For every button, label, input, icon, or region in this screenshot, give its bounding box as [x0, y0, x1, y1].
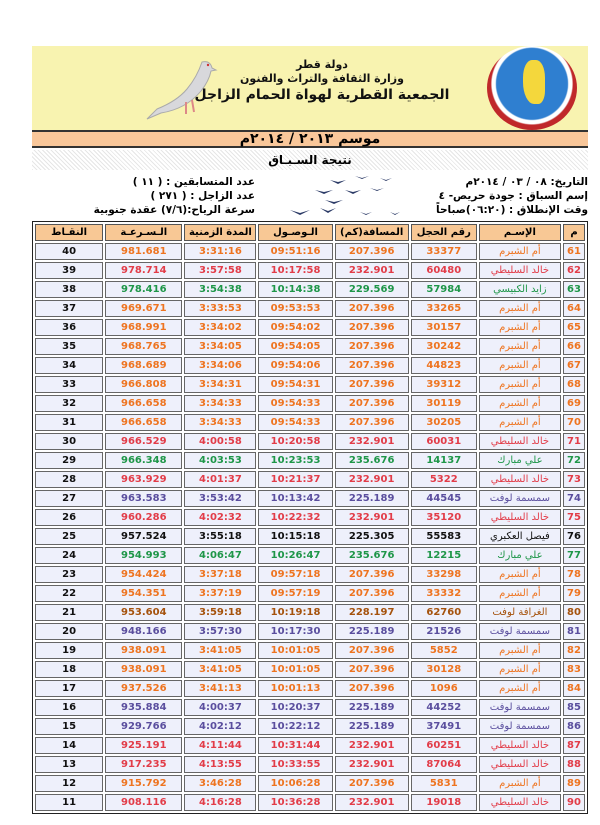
qatar-map-icon [523, 60, 545, 104]
col-duration-cell: 3:46:28 [184, 775, 256, 792]
col-arrival-cell: 10:13:42 [258, 490, 332, 507]
col-points-cell: 36 [35, 319, 103, 336]
col-distance-cell: 207.396 [335, 680, 409, 697]
col-name-header: الإسـم [479, 224, 561, 241]
col-distance-cell: 229.569 [335, 281, 409, 298]
col-points-cell: 34 [35, 357, 103, 374]
col-name-cell: علي مبارك [479, 452, 561, 469]
table-row [35, 433, 585, 450]
col-speed-cell: 948.166 [105, 623, 182, 640]
col-number-cell: 84 [563, 680, 585, 697]
col-ring-cell: 5852 [411, 642, 477, 659]
col-arrival-cell: 10:22:32 [258, 509, 332, 526]
col-name-cell: الغرافة لوفت [479, 604, 561, 621]
col-number-cell: 89 [563, 775, 585, 792]
col-name-cell: أم الشبرم [479, 642, 561, 659]
col-ring-cell: 12215 [411, 547, 477, 564]
table-row [35, 718, 585, 735]
col-name-cell: أم الشبرم [479, 376, 561, 393]
col-arrival-cell: 09:54:06 [258, 357, 332, 374]
pigeons-count: عدد الزاجل : ( ٢٧١ ) [150, 190, 255, 202]
col-speed-cell: 966.529 [105, 433, 182, 450]
col-ring-cell: 62760 [411, 604, 477, 621]
col-name-cell: خالد السليطي [479, 756, 561, 773]
col-name-cell: أم الشبرم [479, 243, 561, 260]
col-duration-cell: 4:00:58 [184, 433, 256, 450]
col-duration-cell: 4:06:47 [184, 547, 256, 564]
col-name-cell: أم الشبرم [479, 357, 561, 374]
col-number-cell: 80 [563, 604, 585, 621]
col-duration-cell: 4:13:55 [184, 756, 256, 773]
col-duration-cell: 4:16:28 [184, 794, 256, 811]
col-ring-cell: 30205 [411, 414, 477, 431]
col-speed-cell: 978.416 [105, 281, 182, 298]
col-name-cell: أم الشبرم [479, 300, 561, 317]
col-number-cell: 79 [563, 585, 585, 602]
col-distance-cell: 207.396 [335, 414, 409, 431]
col-distance-cell: 207.396 [335, 300, 409, 317]
col-distance-cell: 225.189 [335, 490, 409, 507]
col-speed-cell: 966.348 [105, 452, 182, 469]
col-speed-cell: 953.604 [105, 604, 182, 621]
col-points-cell: 28 [35, 471, 103, 488]
col-duration-cell: 4:02:12 [184, 718, 256, 735]
col-points-cell: 19 [35, 642, 103, 659]
col-arrival-cell: 09:57:19 [258, 585, 332, 602]
col-name-cell: خالد السليطي [479, 471, 561, 488]
col-name-cell: زايد الكبيسي [479, 281, 561, 298]
col-arrival-cell: 10:36:28 [258, 794, 332, 811]
table-row [35, 509, 585, 526]
col-ring-cell: 35120 [411, 509, 477, 526]
col-name-cell: أم الشبرم [479, 566, 561, 583]
col-duration-cell: 3:54:38 [184, 281, 256, 298]
col-ring-cell: 55583 [411, 528, 477, 545]
table-row [35, 395, 585, 412]
col-arrival-cell: 10:20:58 [258, 433, 332, 450]
col-number-cell: 81 [563, 623, 585, 640]
col-ring-cell: 39312 [411, 376, 477, 393]
col-points-cell: 33 [35, 376, 103, 393]
col-ring-cell: 30157 [411, 319, 477, 336]
col-name-cell: خالد السليطي [479, 737, 561, 754]
col-speed-cell: 957.524 [105, 528, 182, 545]
col-number-cell: 74 [563, 490, 585, 507]
col-points-cell: 15 [35, 718, 103, 735]
col-distance-cell: 207.396 [335, 395, 409, 412]
col-points-cell: 12 [35, 775, 103, 792]
col-duration-cell: 4:01:37 [184, 471, 256, 488]
col-duration-cell: 4:02:32 [184, 509, 256, 526]
col-arrival-cell: 10:15:18 [258, 528, 332, 545]
col-points-cell: 26 [35, 509, 103, 526]
table-row [35, 661, 585, 678]
col-number-cell: 64 [563, 300, 585, 317]
col-duration-cell: 3:37:18 [184, 566, 256, 583]
col-speed-cell: 966.658 [105, 395, 182, 412]
table-header-row [35, 224, 585, 241]
col-arrival-cell: 09:54:31 [258, 376, 332, 393]
table-row [35, 642, 585, 659]
col-ring-cell: 37491 [411, 718, 477, 735]
col-points-cell: 11 [35, 794, 103, 811]
table-row [35, 528, 585, 545]
col-number-cell: 67 [563, 357, 585, 374]
col-ring-cell: 30119 [411, 395, 477, 412]
header-banner [32, 46, 588, 130]
col-name-cell: أم الشبرم [479, 585, 561, 602]
table-row [35, 243, 585, 260]
col-ring-cell: 87064 [411, 756, 477, 773]
col-distance-cell: 207.396 [335, 357, 409, 374]
col-ring-cell: 60031 [411, 433, 477, 450]
table-row [35, 737, 585, 754]
col-ring-cell: 33332 [411, 585, 477, 602]
table-row [35, 319, 585, 336]
col-arrival-cell: 10:19:18 [258, 604, 332, 621]
col-name-cell: خالد السليطي [479, 794, 561, 811]
table-row [35, 414, 585, 431]
flying-pigeons-icon [270, 172, 430, 218]
col-distance-cell: 207.396 [335, 243, 409, 260]
col-distance-cell: 225.189 [335, 718, 409, 735]
table-row [35, 490, 585, 507]
col-name-cell: علي مبارك [479, 547, 561, 564]
col-arrival-cell: 10:06:28 [258, 775, 332, 792]
table-row [35, 338, 585, 355]
col-number-cell: 69 [563, 395, 585, 412]
col-points-cell: 14 [35, 737, 103, 754]
table-row [35, 699, 585, 716]
col-points-cell: 21 [35, 604, 103, 621]
col-distance-cell: 235.676 [335, 452, 409, 469]
col-speed-cell: 969.671 [105, 300, 182, 317]
col-distance-cell: 232.901 [335, 794, 409, 811]
col-duration-cell: 3:41:05 [184, 642, 256, 659]
association-logo [487, 46, 577, 130]
col-number-cell: 71 [563, 433, 585, 450]
header-line2: وزارة الثقافة والتراث والفنون [240, 72, 404, 85]
col-speed-cell: 966.808 [105, 376, 182, 393]
col-arrival-cell: 10:23:53 [258, 452, 332, 469]
col-number-cell: 76 [563, 528, 585, 545]
col-distance-cell: 207.396 [335, 642, 409, 659]
table-row [35, 547, 585, 564]
col-name-cell: سمسمة لوفت [479, 490, 561, 507]
col-speed-cell: 978.714 [105, 262, 182, 279]
col-speed-cell: 968.765 [105, 338, 182, 355]
col-number-cell: 87 [563, 737, 585, 754]
col-points-cell: 13 [35, 756, 103, 773]
col-duration-cell: 3:41:13 [184, 680, 256, 697]
col-points-cell: 20 [35, 623, 103, 640]
col-points-cell: 27 [35, 490, 103, 507]
col-points-cell: 39 [35, 262, 103, 279]
col-duration-cell: 3:34:31 [184, 376, 256, 393]
col-distance-cell: 232.901 [335, 756, 409, 773]
col-distance-cell: 225.305 [335, 528, 409, 545]
col-distance-cell: 207.396 [335, 661, 409, 678]
col-arrival-cell: 10:22:12 [258, 718, 332, 735]
col-distance-cell: 232.901 [335, 509, 409, 526]
col-number-cell: 83 [563, 661, 585, 678]
col-speed-cell: 954.351 [105, 585, 182, 602]
col-duration-header: المدة الزمنية [184, 224, 256, 241]
season-title: موسم ٢٠١٣ / ٢٠١٤م [32, 130, 588, 148]
col-distance-cell: 207.396 [335, 585, 409, 602]
col-arrival-cell: 10:21:37 [258, 471, 332, 488]
col-arrival-cell: 09:54:05 [258, 338, 332, 355]
col-points-header: النقـاط [35, 224, 103, 241]
table-row [35, 680, 585, 697]
col-duration-cell: 3:55:18 [184, 528, 256, 545]
col-distance-cell: 207.396 [335, 775, 409, 792]
col-points-cell: 37 [35, 300, 103, 317]
race-stats [94, 175, 255, 217]
col-speed-cell: 968.991 [105, 319, 182, 336]
col-arrival-cell: 09:53:53 [258, 300, 332, 317]
col-duration-cell: 4:00:37 [184, 699, 256, 716]
col-speed-cell: 917.235 [105, 756, 182, 773]
race-date: التاريخ: ٠٨ / ٠٣ / ٢٠١٤م [465, 176, 588, 188]
col-arrival-cell: 10:33:55 [258, 756, 332, 773]
col-ring-header: رقم الحجل [411, 224, 477, 241]
table-row [35, 262, 585, 279]
col-speed-cell: 937.526 [105, 680, 182, 697]
col-distance-cell: 207.396 [335, 566, 409, 583]
col-points-cell: 38 [35, 281, 103, 298]
table-row [35, 452, 585, 469]
col-arrival-cell: 10:31:44 [258, 737, 332, 754]
col-distance-cell: 228.197 [335, 604, 409, 621]
col-ring-cell: 33265 [411, 300, 477, 317]
col-speed-cell: 981.681 [105, 243, 182, 260]
table-row [35, 585, 585, 602]
table-row [35, 281, 585, 298]
col-number-cell: 65 [563, 319, 585, 336]
col-points-cell: 17 [35, 680, 103, 697]
col-number-cell: 62 [563, 262, 585, 279]
col-speed-cell: 968.689 [105, 357, 182, 374]
col-duration-cell: 4:03:53 [184, 452, 256, 469]
col-speed-cell: 963.583 [105, 490, 182, 507]
col-points-cell: 25 [35, 528, 103, 545]
col-points-cell: 32 [35, 395, 103, 412]
col-arrival-cell: 10:01:05 [258, 661, 332, 678]
col-points-cell: 22 [35, 585, 103, 602]
col-number-cell: 68 [563, 376, 585, 393]
col-duration-cell: 3:34:33 [184, 395, 256, 412]
table-row [35, 357, 585, 374]
col-points-cell: 30 [35, 433, 103, 450]
col-points-cell: 23 [35, 566, 103, 583]
col-ring-cell: 1096 [411, 680, 477, 697]
col-arrival-cell: 10:14:38 [258, 281, 332, 298]
table-row [35, 775, 585, 792]
col-arrival-cell: 10:17:30 [258, 623, 332, 640]
col-number-cell: 78 [563, 566, 585, 583]
col-speed-header: الـسـرعـة [105, 224, 182, 241]
col-duration-cell: 3:41:05 [184, 661, 256, 678]
col-duration-cell: 3:57:58 [184, 262, 256, 279]
col-ring-cell: 21526 [411, 623, 477, 640]
col-speed-cell: 954.993 [105, 547, 182, 564]
col-speed-cell: 908.116 [105, 794, 182, 811]
col-speed-cell: 963.929 [105, 471, 182, 488]
col-arrival-cell: 09:57:18 [258, 566, 332, 583]
table-row [35, 623, 585, 640]
col-arrival-cell: 09:51:16 [258, 243, 332, 260]
col-points-cell: 29 [35, 452, 103, 469]
col-distance-header: المسافة(كم) [335, 224, 409, 241]
table-row [35, 376, 585, 393]
col-ring-cell: 5322 [411, 471, 477, 488]
col-points-cell: 24 [35, 547, 103, 564]
release-time: وقت الإنطلاق : (٠٦:٢٠)صباحاً [436, 204, 588, 216]
col-ring-cell: 30242 [411, 338, 477, 355]
col-duration-cell: 3:37:19 [184, 585, 256, 602]
col-name-cell: سمسمة لوفت [479, 623, 561, 640]
col-ring-cell: 60480 [411, 262, 477, 279]
col-points-cell: 40 [35, 243, 103, 260]
col-name-cell: أم الشبرم [479, 414, 561, 431]
col-speed-cell: 915.792 [105, 775, 182, 792]
col-number-cell: 90 [563, 794, 585, 811]
results-table [32, 221, 588, 814]
col-duration-cell: 3:34:06 [184, 357, 256, 374]
col-number-cell: 73 [563, 471, 585, 488]
col-distance-cell: 225.189 [335, 623, 409, 640]
col-name-cell: أم الشبرم [479, 338, 561, 355]
col-arrival-cell: 10:20:37 [258, 699, 332, 716]
col-number-cell: 85 [563, 699, 585, 716]
col-arrival-cell: 10:17:58 [258, 262, 332, 279]
race-info [436, 175, 588, 217]
col-distance-cell: 232.901 [335, 433, 409, 450]
col-duration-cell: 3:34:33 [184, 414, 256, 431]
col-points-cell: 16 [35, 699, 103, 716]
col-duration-cell: 3:59:18 [184, 604, 256, 621]
col-duration-cell: 3:34:02 [184, 319, 256, 336]
col-name-cell: أم الشبرم [479, 775, 561, 792]
col-duration-cell: 3:31:16 [184, 243, 256, 260]
col-ring-cell: 30128 [411, 661, 477, 678]
col-name-cell: أم الشبرم [479, 680, 561, 697]
col-speed-cell: 925.191 [105, 737, 182, 754]
col-name-cell: أم الشبرم [479, 661, 561, 678]
col-number-cell: 72 [563, 452, 585, 469]
col-ring-cell: 5831 [411, 775, 477, 792]
wind-speed: سرعة الرياح:(٧/٦) عقدة جنوبية [93, 204, 255, 216]
col-name-cell: خالد السليطي [479, 262, 561, 279]
col-arrival-cell: 10:26:47 [258, 547, 332, 564]
col-number-cell: 70 [563, 414, 585, 431]
col-ring-cell: 44545 [411, 490, 477, 507]
col-arrival-cell: 10:01:05 [258, 642, 332, 659]
col-number-cell: 61 [563, 243, 585, 260]
col-distance-cell: 232.901 [335, 471, 409, 488]
col-name-cell: خالد السليطي [479, 433, 561, 450]
col-ring-cell: 33298 [411, 566, 477, 583]
col-points-cell: 31 [35, 414, 103, 431]
col-arrival-cell: 10:01:13 [258, 680, 332, 697]
col-distance-cell: 207.396 [335, 338, 409, 355]
col-points-cell: 35 [35, 338, 103, 355]
col-speed-cell: 954.424 [105, 566, 182, 583]
col-number-cell: 86 [563, 718, 585, 735]
col-duration-cell: 3:53:42 [184, 490, 256, 507]
race-name: إسم السباق : جودة حريص- ٤ [438, 190, 588, 202]
col-arrival-cell: 09:54:33 [258, 414, 332, 431]
col-name-cell: سمسمة لوفت [479, 718, 561, 735]
col-ring-cell: 44823 [411, 357, 477, 374]
col-number-cell: 75 [563, 509, 585, 526]
col-name-cell: فيصل العكبري [479, 528, 561, 545]
col-ring-cell: 14137 [411, 452, 477, 469]
col-duration-cell: 3:34:05 [184, 338, 256, 355]
competitors-count: عدد المتسابقين : ( ١١ ) [132, 176, 255, 188]
col-speed-cell: 960.286 [105, 509, 182, 526]
table-row [35, 756, 585, 773]
col-ring-cell: 60251 [411, 737, 477, 754]
col-speed-cell: 938.091 [105, 661, 182, 678]
col-duration-cell: 3:33:53 [184, 300, 256, 317]
col-speed-cell: 966.658 [105, 414, 182, 431]
col-number-cell: 77 [563, 547, 585, 564]
col-distance-cell: 225.189 [335, 699, 409, 716]
col-number-header: م [563, 224, 585, 241]
col-duration-cell: 4:11:44 [184, 737, 256, 754]
col-ring-cell: 19018 [411, 794, 477, 811]
col-ring-cell: 57984 [411, 281, 477, 298]
table-row [35, 794, 585, 811]
table-row [35, 604, 585, 621]
result-title: نتيجة السـبـاق [32, 150, 588, 170]
col-arrival-header: الـوصـول [258, 224, 332, 241]
col-name-cell: أم الشبرم [479, 319, 561, 336]
col-arrival-cell: 09:54:33 [258, 395, 332, 412]
col-name-cell: خالد السليطي [479, 509, 561, 526]
table-row [35, 471, 585, 488]
col-ring-cell: 33377 [411, 243, 477, 260]
header-line3: الجمعية القطرية لهواة الحمام الزاجل [194, 87, 450, 103]
col-speed-cell: 929.766 [105, 718, 182, 735]
col-distance-cell: 207.396 [335, 376, 409, 393]
table-row [35, 566, 585, 583]
col-number-cell: 88 [563, 756, 585, 773]
col-arrival-cell: 09:54:02 [258, 319, 332, 336]
col-distance-cell: 235.676 [335, 547, 409, 564]
table-row [35, 300, 585, 317]
header-line1: دولة قطر [296, 58, 348, 71]
col-points-cell: 18 [35, 661, 103, 678]
col-distance-cell: 207.396 [335, 319, 409, 336]
col-speed-cell: 938.091 [105, 642, 182, 659]
col-number-cell: 66 [563, 338, 585, 355]
col-ring-cell: 44252 [411, 699, 477, 716]
col-distance-cell: 232.901 [335, 262, 409, 279]
col-name-cell: أم الشبرم [479, 395, 561, 412]
col-speed-cell: 935.884 [105, 699, 182, 716]
col-name-cell: سمسمة لوفت [479, 699, 561, 716]
col-distance-cell: 232.901 [335, 737, 409, 754]
col-number-cell: 82 [563, 642, 585, 659]
col-number-cell: 63 [563, 281, 585, 298]
col-duration-cell: 3:57:30 [184, 623, 256, 640]
